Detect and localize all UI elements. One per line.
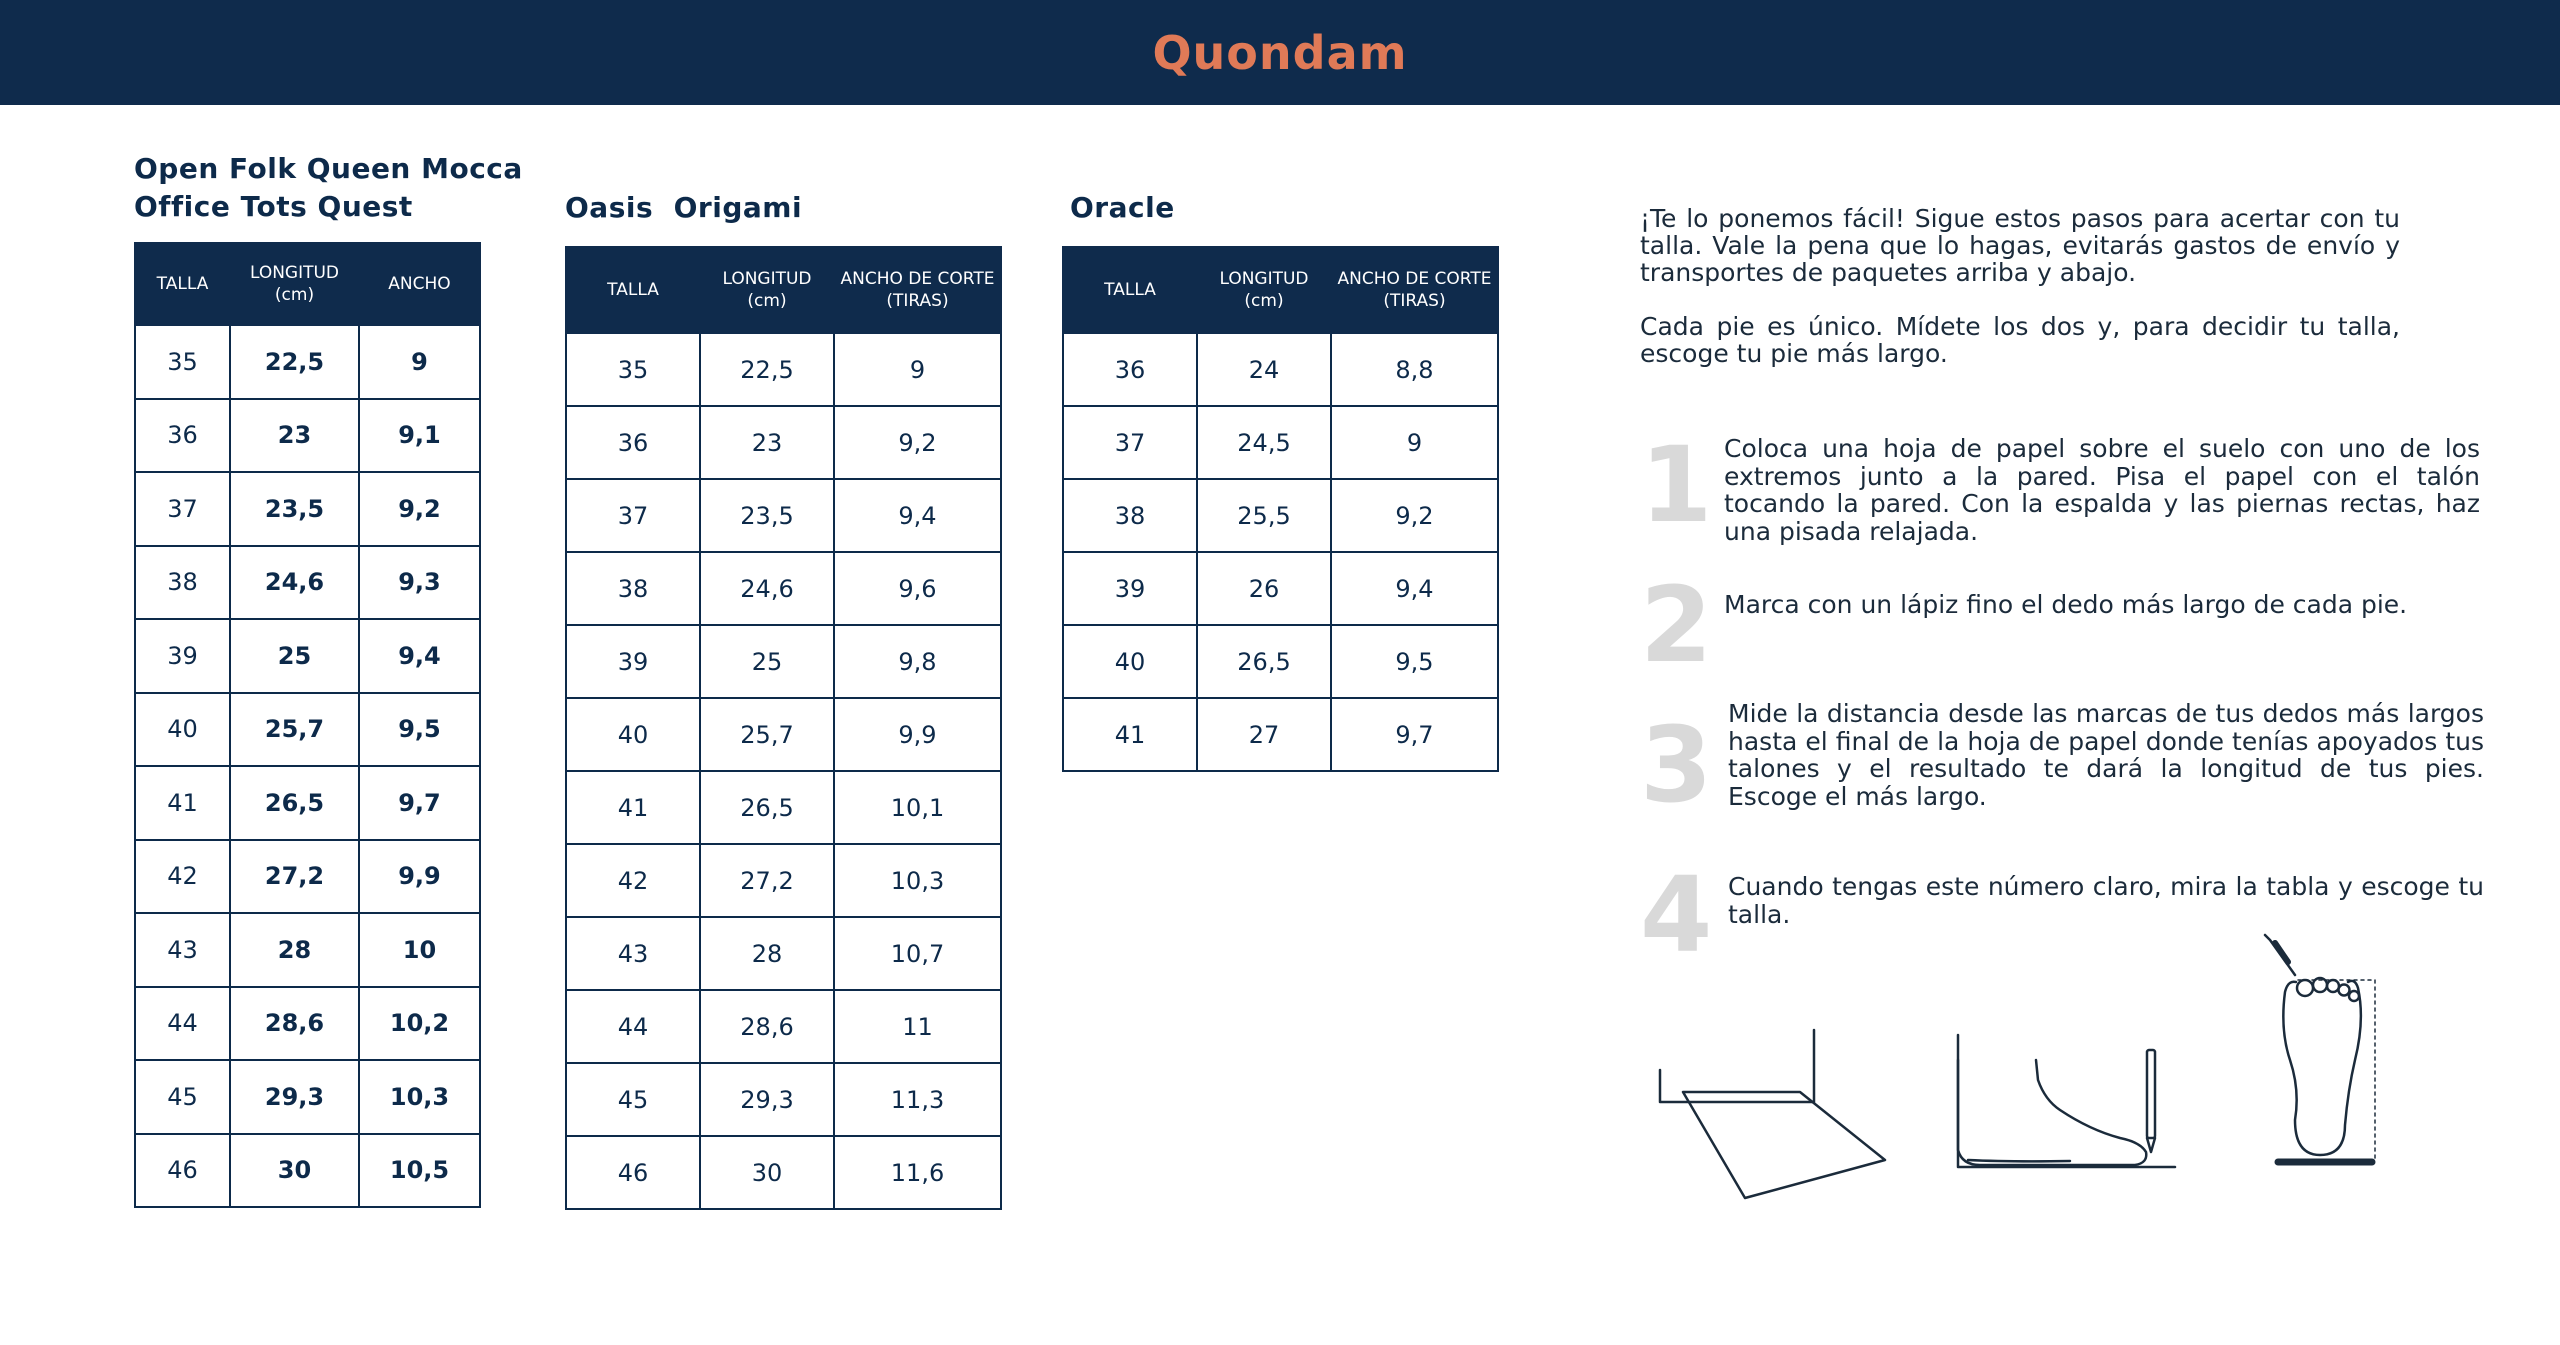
table-cell: 42	[566, 844, 700, 917]
table-cell: 29,3	[700, 1063, 834, 1136]
table-cell: 26,5	[700, 771, 834, 844]
table-cell: 9,9	[834, 698, 1001, 771]
table-cell: 45	[566, 1063, 700, 1136]
table-cell: 9,2	[834, 406, 1001, 479]
table-cell: 38	[566, 552, 700, 625]
table-title-1	[134, 150, 523, 226]
table-title-2	[565, 189, 802, 227]
table-cell: 24,5	[1197, 406, 1331, 479]
table-cell: 24,6	[230, 546, 359, 620]
table-row	[135, 619, 480, 693]
table-cell: 40	[135, 693, 230, 767]
table-cell: 28	[700, 917, 834, 990]
table-cell: 38	[135, 546, 230, 620]
table-cell: 23	[230, 399, 359, 473]
table-row	[135, 325, 480, 399]
size-table-1	[134, 242, 481, 1208]
table-title-line: Office Tots Quest	[134, 190, 413, 223]
table-row	[135, 693, 480, 767]
intro-paragraph: ¡Te lo ponemos fácil! Sigue estos pasos para acertar con tu talla. Vale la pena que lo hagas, evitarás gastos de envío y transportes de paquetes arriba y abajo.	[1640, 204, 2400, 287]
table-cell: 42	[135, 840, 230, 914]
table-cell: 40	[1063, 625, 1197, 698]
table-cell: 9,9	[359, 840, 480, 914]
table-row	[1063, 333, 1498, 406]
table-cell: 41	[135, 766, 230, 840]
table-cell: 26,5	[230, 766, 359, 840]
table-cell: 26,5	[1197, 625, 1331, 698]
table-title-line: Open Folk Queen Mocca	[134, 152, 523, 185]
table-cell: 40	[566, 698, 700, 771]
brand-logo[interactable]: Quondam	[1152, 26, 1408, 80]
table-cell: 9,2	[359, 472, 480, 546]
table-cell: 36	[1063, 333, 1197, 406]
table-row	[566, 771, 1001, 844]
table-cell: 9,4	[834, 479, 1001, 552]
table-row	[566, 1136, 1001, 1209]
table-cell: 38	[1063, 479, 1197, 552]
table-cell: 9,7	[1331, 698, 1498, 771]
table-cell: 39	[566, 625, 700, 698]
paper-on-floor-icon	[1650, 1020, 1900, 1205]
table-cell: 23,5	[230, 472, 359, 546]
table-cell: 11,6	[834, 1136, 1001, 1209]
table-header-cell: ANCHO	[359, 243, 480, 325]
table-header-cell: LONGITUD (cm)	[1197, 247, 1331, 333]
table-cell: 25,7	[230, 693, 359, 767]
table-row	[566, 333, 1001, 406]
table-header-cell: LONGITUD (cm)	[700, 247, 834, 333]
table-cell: 10,3	[834, 844, 1001, 917]
table-cell: 46	[135, 1134, 230, 1208]
table-cell: 39	[135, 619, 230, 693]
table-row	[566, 698, 1001, 771]
table-cell: 24	[1197, 333, 1331, 406]
table-cell: 27	[1197, 698, 1331, 771]
table-row	[566, 552, 1001, 625]
table-row	[566, 406, 1001, 479]
table-row	[135, 766, 480, 840]
table-cell: 35	[566, 333, 700, 406]
table-cell: 41	[566, 771, 700, 844]
table-cell: 10,3	[359, 1060, 480, 1134]
table-cell: 9,4	[1331, 552, 1498, 625]
table-cell: 10,1	[834, 771, 1001, 844]
table-cell: 11	[834, 990, 1001, 1063]
table-cell: 10,2	[359, 987, 480, 1061]
step-number: 1	[1640, 424, 1713, 546]
table-cell: 9,8	[834, 625, 1001, 698]
table-row	[566, 917, 1001, 990]
table-cell: 9,1	[359, 399, 480, 473]
table-cell: 43	[566, 917, 700, 990]
table-header-cell: ANCHO DE CORTE (TIRAS)	[834, 247, 1001, 333]
table-header-cell: TALLA	[1063, 247, 1197, 333]
table-title-line: Oasis Origami	[565, 191, 803, 224]
table-cell: 9	[359, 325, 480, 399]
table-cell: 9,5	[359, 693, 480, 767]
table-cell: 9	[834, 333, 1001, 406]
table-cell: 28	[230, 913, 359, 987]
intro-text	[1640, 205, 2400, 394]
size-table-3	[1062, 246, 1499, 772]
table-cell: 27,2	[700, 844, 834, 917]
table-cell: 30	[230, 1134, 359, 1208]
table-cell: 24,6	[700, 552, 834, 625]
table-cell: 9,3	[359, 546, 480, 620]
step-text: Marca con un lápiz fino el dedo más largo de cada pie.	[1724, 590, 2408, 619]
table-cell: 9,4	[359, 619, 480, 693]
table-header-cell: ANCHO DE CORTE (TIRAS)	[1331, 247, 1498, 333]
table-cell: 9,7	[359, 766, 480, 840]
table-cell: 22,5	[230, 325, 359, 399]
table-row	[566, 1063, 1001, 1136]
table-cell: 10	[359, 913, 480, 987]
table-cell: 36	[566, 406, 700, 479]
table-cell: 8,8	[1331, 333, 1498, 406]
table-cell: 9,5	[1331, 625, 1498, 698]
table-cell: 37	[566, 479, 700, 552]
table-header-cell: TALLA	[566, 247, 700, 333]
table-cell: 9	[1331, 406, 1498, 479]
step-number: 4	[1640, 854, 1713, 976]
table-cell: 28,6	[700, 990, 834, 1063]
table-row	[135, 546, 480, 620]
table-cell: 23	[700, 406, 834, 479]
table-cell: 37	[135, 472, 230, 546]
table-cell: 36	[135, 399, 230, 473]
table-cell: 10,5	[359, 1134, 480, 1208]
table-cell: 9,6	[834, 552, 1001, 625]
table-header-row	[566, 247, 1001, 333]
table-row	[566, 844, 1001, 917]
table-header-row	[1063, 247, 1498, 333]
table-cell: 28,6	[230, 987, 359, 1061]
table-cell: 43	[135, 913, 230, 987]
table-row	[135, 987, 480, 1061]
table-cell: 41	[1063, 698, 1197, 771]
step-text: Mide la distancia desde las marcas de tus dedos más largos hasta el final de la hoja de papel donde tenías apoyados tus talones y el resultado te dará la longitud de tus pies. Escoge el más largo.	[1728, 699, 2484, 811]
table-row	[566, 479, 1001, 552]
table-row	[1063, 698, 1498, 771]
table-row	[1063, 552, 1498, 625]
table-cell: 44	[566, 990, 700, 1063]
table-header-cell: TALLA	[135, 243, 230, 325]
table-row	[135, 472, 480, 546]
table-cell: 26	[1197, 552, 1331, 625]
table-row	[135, 913, 480, 987]
table-cell: 46	[566, 1136, 700, 1209]
foot-side-with-pencil-icon	[1950, 1030, 2180, 1175]
table-cell: 9,2	[1331, 479, 1498, 552]
table-cell: 44	[135, 987, 230, 1061]
table-row	[566, 990, 1001, 1063]
step-text: Coloca una hoja de papel sobre el suelo con uno de los extremos junto a la pared. Pisa el papel con el talón tocando la pared. Con la espalda y las piernas rectas, haz una pisada relajada.	[1724, 434, 2480, 546]
table-cell: 39	[1063, 552, 1197, 625]
table-cell: 37	[1063, 406, 1197, 479]
table-row	[1063, 479, 1498, 552]
table-row	[1063, 625, 1498, 698]
table-cell: 30	[700, 1136, 834, 1209]
table-cell: 25	[700, 625, 834, 698]
table-cell: 45	[135, 1060, 230, 1134]
step-number: 3	[1640, 704, 1713, 826]
table-cell: 25,5	[1197, 479, 1331, 552]
table-cell: 11,3	[834, 1063, 1001, 1136]
table-row	[135, 1134, 480, 1208]
table-title-line: Oracle	[1070, 191, 1175, 224]
table-title-3	[1070, 189, 1175, 227]
table-cell: 35	[135, 325, 230, 399]
table-row	[135, 840, 480, 914]
step-number: 2	[1640, 564, 1713, 686]
table-header-row	[135, 243, 480, 325]
table-cell: 22,5	[700, 333, 834, 406]
table-cell: 23,5	[700, 479, 834, 552]
foot-top-measure-icon	[2260, 930, 2380, 1170]
table-cell: 29,3	[230, 1060, 359, 1134]
table-row	[1063, 406, 1498, 479]
table-cell: 25,7	[700, 698, 834, 771]
table-cell: 27,2	[230, 840, 359, 914]
table-header-cell: LONGITUD (cm)	[230, 243, 359, 325]
intro-paragraph: Cada pie es único. Mídete los dos y, para decidir tu talla, escoge tu pie más largo.	[1640, 312, 2400, 368]
step-text: Cuando tengas este número claro, mira la tabla y escoge tu talla.	[1728, 872, 2484, 929]
table-row	[135, 399, 480, 473]
size-table-2	[565, 246, 1002, 1210]
table-row	[135, 1060, 480, 1134]
table-cell: 25	[230, 619, 359, 693]
table-row	[566, 625, 1001, 698]
table-cell: 10,7	[834, 917, 1001, 990]
